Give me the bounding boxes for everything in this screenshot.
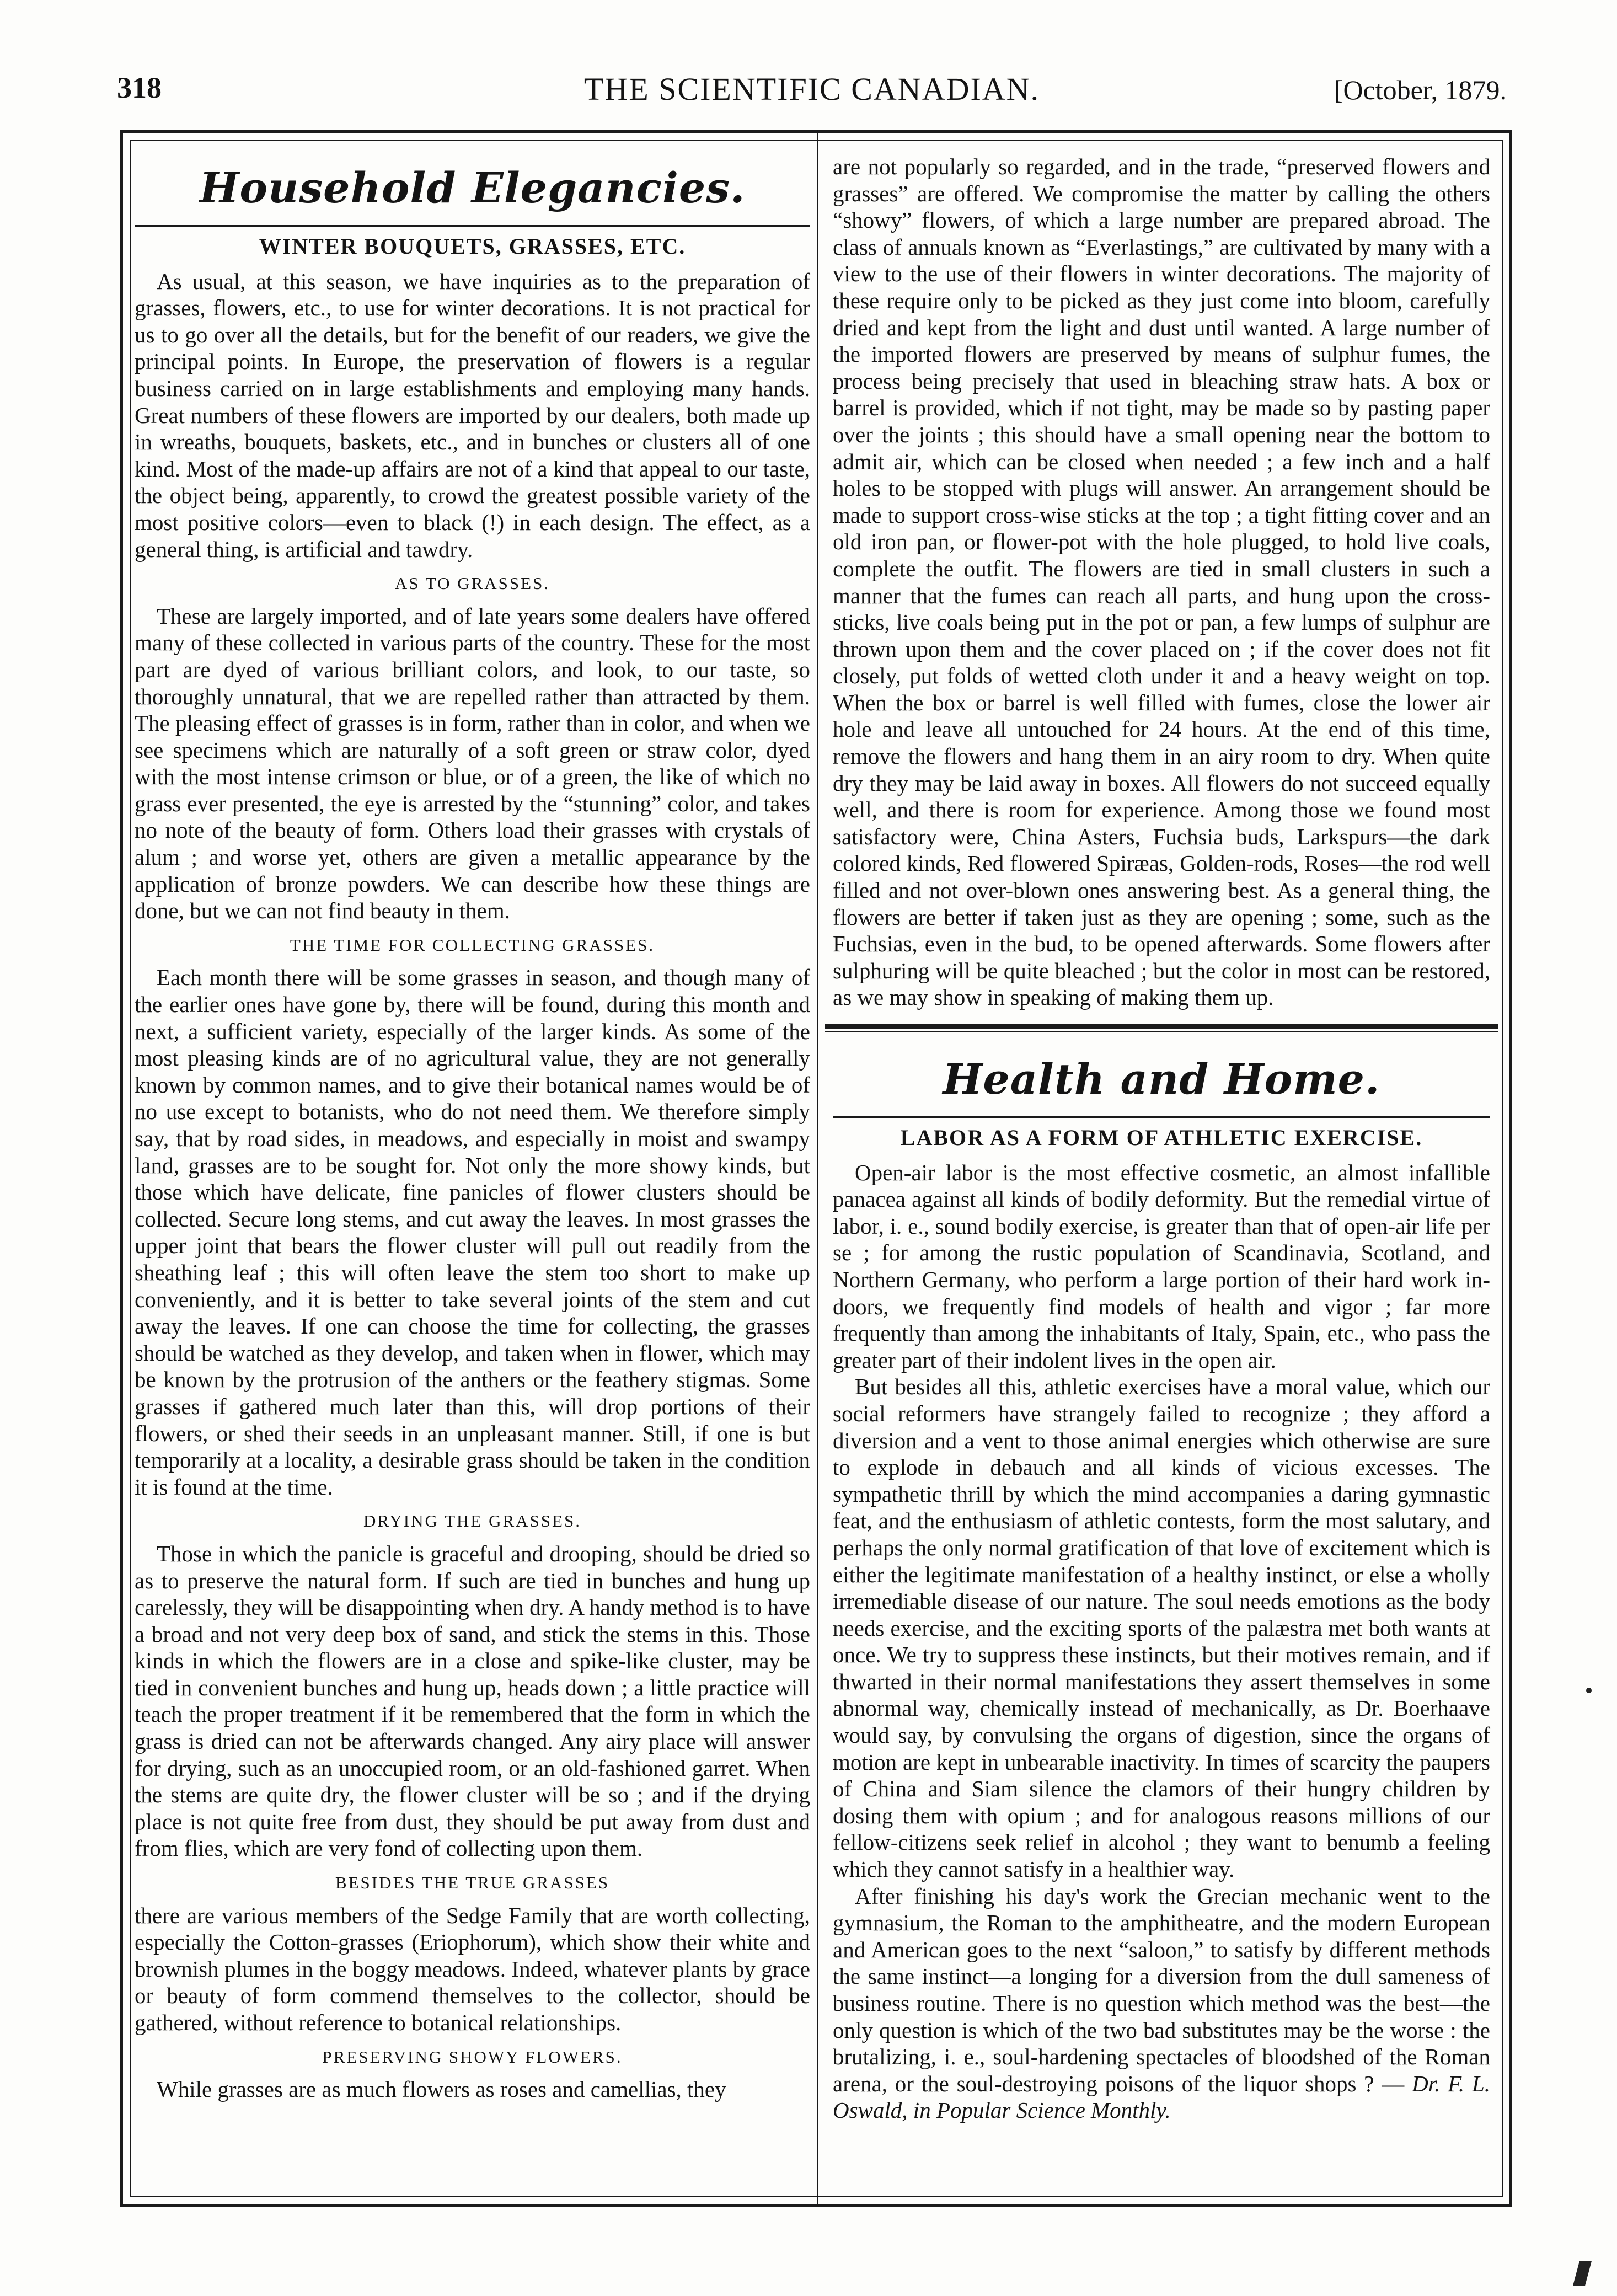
- issue-date: [October, 1879.: [1334, 74, 1507, 105]
- section-rule: [833, 1116, 1490, 1118]
- section-title-household: Household Elegancies.: [199, 163, 746, 212]
- section-rule-thin: [825, 1031, 1498, 1032]
- paragraph: Open-air labor is the most effective cosmetic, an almost infallible panacea against all kinds of bodily deformity. But the remedial virtue of labor, i. e., sound bodily exercise, is greater than that of open-air life per se ; for among the rustic population of Scandinavia, Scotland, and Northern Germany, who perform a large portion of their hard work in-doors, we frequently find models of health and vigor ; far more frequently than among the inhabitants of Italy, Spain, etc., who pass the greater part of their indolent lives in the open air.: [833, 1159, 1490, 1373]
- paragraph: Each month there will be some grasses in season, and though many of the earlier ones have gone by, there will be found, during this month and next, a sufficient variety, especially of the larger kinds. As some of the most pleasing kinds are of no agricultural value, they are not generally known by common names, and to give their botanical names would be of no use except to botanists, who do not need them. We therefore simply say, that by road sides, in meadows, and especially in moist and swampy land, grasses are to be sought for. Not only the more showy kinds, but those which have delicate, fine panicles of flower clusters should be collected. Secure long stems, and cut away the leaves. In most grasses the upper joint that bears the flower cluster will pull out readily from the sheathing leaf ; this will often leave the stem too short to make up conveniently, and it is better to take several joints of the stem and cut away the leaves. If one can choose the time for collecting, the grasses should be watched as they develop, and taken when in flower, which may be known by the protrusion of the anthers or the feathery stigmas. Some grasses if gathered much later than this, will drop portions of their flowers, or shed their seeds in an unpleasant manner. Still, if one is but temporarily at a locality, a desirable grass should be taken in the condition it is found at the time.: [135, 965, 810, 1500]
- paragraph: Those in which the panicle is graceful and drooping, should be dried so as to preserve the natural form. If such are tied in bunches and hung up carelessly, they will be disappointing when dry. A handy method is to have a broad and not very deep box of sand, and stick the stems in this. Those kinds in which the flowers are in a close and spike-like cluster, may be tied in convenient bunches and hung up, heads down ; a little practice will teach the proper treatment if it be remembered that the form in which the grass is dried can not be afterwards changed. Any airy place will answer for drying, such as an unoccupied room, or an old-fashioned garret. When the stems are quite dry, the flower cluster will be so ; and if the drying place is not quite free from dust, they should be put away from dust and from flies, which are very fond of collecting upon them.: [135, 1540, 810, 1861]
- ink-speck: [1586, 1688, 1592, 1693]
- paragraph: there are various members of the Sedge Family that are worth collecting, especially the Cotton-grasses (Eriophorum), which show their white and brownish plumes in the boggy meadows. Indeed, whatever plants by grace or beauty of form commend themselves to the collector, should be gathered, without reference to botanical relationships.: [135, 1902, 810, 2035]
- section-rule: [135, 225, 810, 227]
- paragraph: But besides all this, athletic exercises have a moral value, which our social reformers have strangely failed to recognize ; they afford a diversion and a vent to those animal energies which otherwise are sure to explode in debauch and all kinds of vicious excesses. The sympathetic thrill by which the mind accompanies a daring gymnastic feat, and the enthusiasm of athletic contests, form the most salutary, and perhaps the only normal gratification of that love of excitement which is either the legitimate manifestation of a healthy instinct, or else a wholly irremediable disease of our nature. The soul needs emotions as the body needs exercise, and the exciting sports of the palæstra met both wants at once. We try to suppress these instincts, but their motives remain, and if thwarted in their normal manifestations they assert themselves in some abnormal way, chemically instead of mechanically, as Dr. Boerhaave would say, by convulsing the organs of digestion, since the organs of motion are kept in unbearable inactivity. In times of scarcity the paupers of China and Siam silence the clamors of their hungry children by dosing them with opium ; and for analogous reasons millions of our fellow-citizens seek relief in alcohol ; they want to benumb a feeling which they cannot satisfy in a healthier way.: [833, 1374, 1490, 1882]
- paragraph: These are largely imported, and of late years some dealers have offered many of these collected in various parts of the country. These for the most part are dyed of various brilliant colors, and look, to our taste, so thoroughly unnatural, that we are repelled rather than attracted by them. The pleasing effect of grasses is in form, rather than in color, and when we see specimens which are naturally of a soft green or straw color, dyed with the most intense crimson or blue, or of a green, the like of which no grass ever presented, the eye is arrested by the “stunning” color, and takes no note of the beauty of form. Others load their grasses with crystals of alum ; and worse yet, others are given a metallic appearance by the application of bronze powders. We can describe how these things are done, but we can not find beauty in them.: [135, 603, 810, 924]
- article-title-bouquets: WINTER BOUQUETS, GRASSES, ETC.: [259, 234, 686, 259]
- page-number: 318: [117, 71, 162, 104]
- article-title-labor: LABOR AS A FORM OF ATHLETIC EXERCISE.: [900, 1125, 1423, 1150]
- paragraph-text: After finishing his day's work the Grecian mechanic went to the gymnasium, the Roman to the amphitheatre, and the modern European and American goes to the next “saloon,” to satisfy by different methods the same instinct—a longing for a diversion from the dull sameness of business routine. There is no question which method was the best—the only question is which of the two bad substitutes may be the worse : the brutalizing, i. e., soul-hardening spectacles of bloodshed of the Roman arena, or the soul-destroying poisons of the liquor shops ? —: [833, 1883, 1490, 2096]
- section-title-health: Health and Home.: [943, 1055, 1380, 1104]
- article-signature: Dr. F. L. Oswald, in Popular Science Monthly.: [833, 2070, 1490, 2123]
- paragraph: While grasses are as much flowers as roses and camellias, they: [157, 2076, 726, 2102]
- journal-title: THE SCIENTIFIC CANADIAN.: [583, 71, 1040, 107]
- paragraph: [833, 1883, 1490, 2124]
- paragraph: are not popularly so regarded, and in the trade, “preserved flowers and grasses” are offered. We compromise the matter by calling the others “showy” flowers, of which a large number are prepared abroad. The class of annuals known as “Everlastings,” are cultivated by many with a view to the use of their flowers in winter decorations. The majority of these require only to be picked as they just come into bloom, carefully dried and kept from the light and dust until wanted. A large number of the imported flowers are preserved by means of sulphur fumes, the process being precisely that used in bleaching straw hats. A box or barrel is provided, which if not tight, may be made so by pasting paper over the joints ; this should have a small opening near the bottom to admit air, which can be closed when needed ; a few inch and a half holes to be stopped with plugs will answer. An arrangement should be made to support cross-wise sticks at the top ; a tight fitting cover and an old iron pan, or flower-pot with the hole plugged, to hold live coals, complete the outfit. The flowers are tied in small clusters in such a manner that the fumes can reach all parts, and hung upon the cross-sticks, live coals being put in the pot or pan, a few lumps of sulphur are thrown upon them and the cover placed on ; if the cover does not fit closely, put folds of wetted cloth under it and a heavy weight on top. When the box or barrel is well filled with fumes, close the lower air hole and leave all untouched for 24 hours. At the end of this time, remove the flowers and hang them in an airy room to dry. When quite dry they may be laid away in boxes. All flowers do not succeed equally well, and there is room for experience. Among those we found most satisfactory were, China Asters, Fuchsia buds, Larkspurs—the dark colored kinds, Red flowered Spiræas, Golden-rods, Roses—the rod well filled and not over-blown ones answering best. As a general thing, the flowers are better if taken just as they are opening ; some, such as the Fuchsias, even in the bud, to be opened afterwards. Some flowers after sulphuring will be quite bleached ; but the color in most can be restored, as we may show in speaking of making them up.: [833, 154, 1490, 1010]
- section-rule-thick: [825, 1024, 1498, 1029]
- paragraph: As usual, at this season, we have inquiries as to the preparation of grasses, flowers, etc., to use for winter decorations. It is not practical for us to go over all the details, but for the benefit of our readers, we give the principal points. In Europe, the preservation of flowers is a regular business carried on in large establishments and employing many hands. Great numbers of these flowers are imported by our dealers, both made up in wreaths, bouquets, baskets, etc., and in bunches or clusters all of one kind. Most of the made-up affairs are not of a kind that appeal to our taste, the object being, apparently, to crowd the greatest possible variety of the most positive colors—even to black (!) in each design. The effect, as a general thing, is artificial and tawdry.: [135, 268, 810, 562]
- subheading-drying: DRYING THE GRASSES.: [363, 1511, 581, 1531]
- column-divider: [817, 133, 818, 2204]
- left-column: [135, 154, 810, 2195]
- right-column: [833, 153, 1490, 2194]
- subheading-sedges: BESIDES THE TRUE GRASSES: [335, 1873, 610, 1893]
- page-header: [117, 71, 1507, 115]
- ink-mark: [1573, 2261, 1592, 2286]
- subheading-showy-flowers: PRESERVING SHOWY FLOWERS.: [322, 2047, 623, 2067]
- subheading-collecting: THE TIME FOR COLLECTING GRASSES.: [290, 935, 655, 955]
- subheading-grasses: AS TO GRASSES.: [394, 574, 550, 593]
